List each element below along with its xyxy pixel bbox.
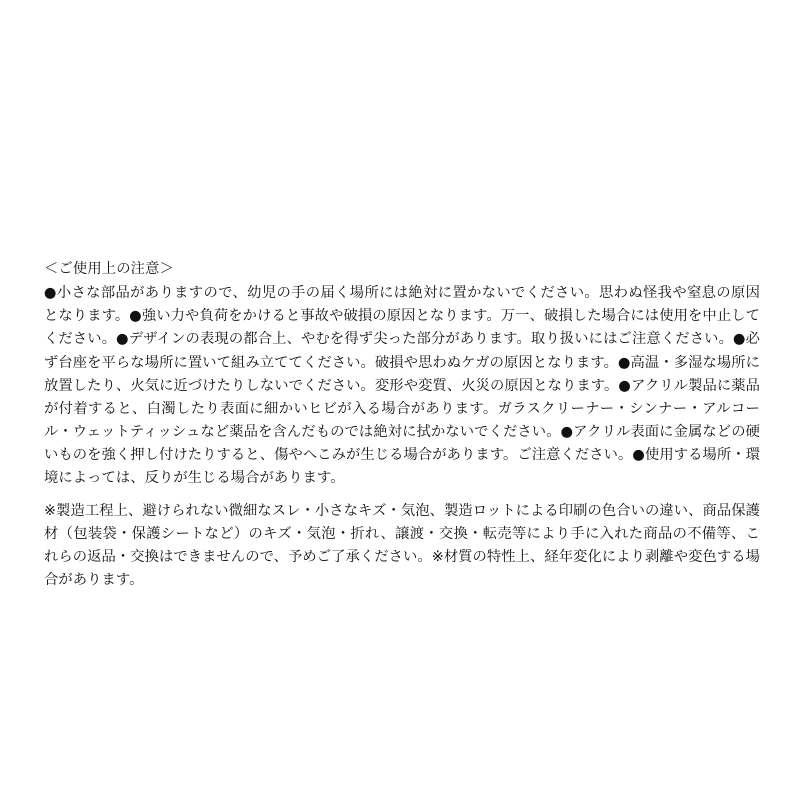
usage-notice-block [44, 258, 760, 592]
usage-notice-body: ●小さな部品がありますので、幼児の手の届く場所には絶対に置かないでください。思わぬ怪我や窒息の原因となります。●強い力や負荷をかけると事故や破損の原因となります。万一、破損した場合には使用を中止してください。●デザインの表現の都合上、やむを得ず尖った部分があります。取り扱いにはご注意ください。●必ず台座を平らな場所に置いて組み立ててください。破損や思わぬケガの原因となります。●高温・多湿な場所に放置したり、火気に近づけたりしないでください。変形や変質、火災の原因となります。●アクリル製品に薬品が付着すると、白濁したり表面に細かいヒビが入る場合があります。ガラスクリーナー・シンナー・アルコール・ウェットティッシュなど薬品を含んだものでは絶対に拭かないでください。●アクリル表面に金属などの硬いものを強く押し付けたりすると、傷やへこみが生じる場合があります。ご注意ください。●使用する場所・環境によっては、反りが生じる場合があります。 [44, 285, 760, 487]
usage-notice-heading: ＜ご使用上の注意＞ [44, 261, 174, 277]
usage-notice-footnote: ※製造工程上、避けられない微細なスレ・小さなキズ・気泡、製造ロットによる印刷の色合いの違い、商品保護材（包装袋・保護シートなど）のキズ・気泡・折れ、譲渡・交換・転売等により手に入れた商品の不備等、これらの返品・交換はできませんので、予めご了承ください。※材質の特性上、経年変化により剥離や変色する場合があります。 [44, 502, 760, 589]
